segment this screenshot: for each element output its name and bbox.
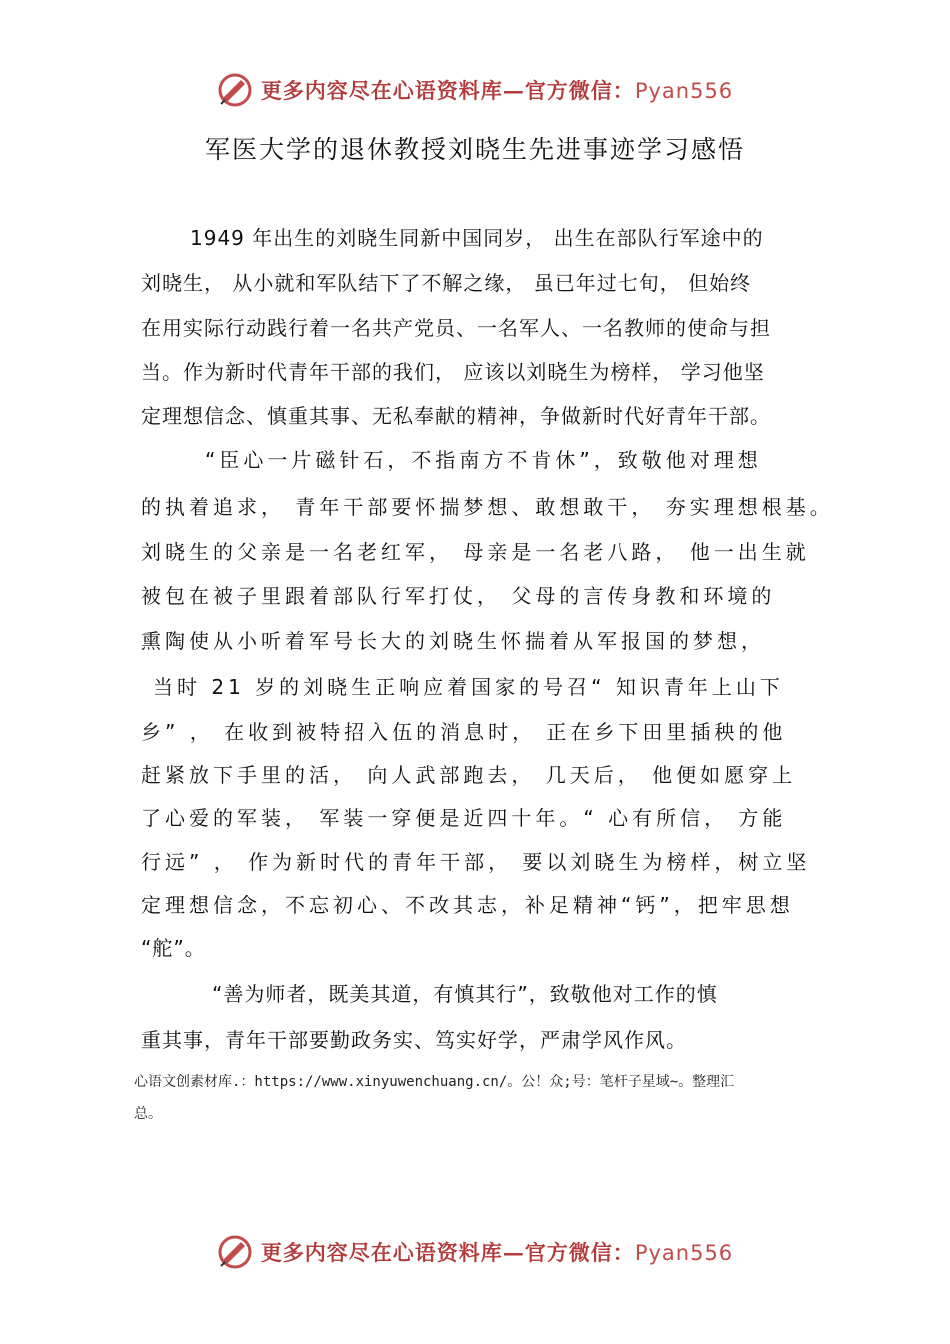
banner-wechat-id: Pyan556	[634, 79, 734, 103]
document-title: 军医大学的退休教授刘晓生先进事迹学习感悟	[204, 135, 745, 164]
banner-text	[261, 75, 733, 105]
body-line: 当时 21 岁的刘晓生正响应着国家的号召“ 知识青年上山下	[153, 675, 784, 699]
banner-main-text: 更多内容尽在心语资料库	[260, 1240, 503, 1265]
body-line: 行远” ， 作为新时代的青年干部， 要以刘晓生为榜样，树立坚	[141, 850, 811, 874]
body-line: “舵”。	[141, 936, 206, 960]
banner-dash: —	[502, 78, 525, 103]
body-line: 了心爱的军装， 军装一穿便是近四十年。“ 心有所信， 方能	[141, 806, 787, 830]
body-line: 重其事，青年干部要勤政务实、笃实好学，严肃学风作风。	[141, 1028, 687, 1052]
footer-banner	[0, 1234, 950, 1270]
body-line: 在用实际行动践行着一名共产党员、一名军人、一名教师的使命与担	[141, 316, 771, 340]
header-banner	[0, 72, 950, 108]
body-line: “善为师者，既美其道，有慎其行”，致敬他对工作的慎	[212, 982, 718, 1006]
body-line: 赶紧放下手里的活， 向人武部跑去， 几天后， 他便如愿穿上	[141, 763, 797, 787]
banner-wechat-label: 官方微信：	[524, 78, 635, 103]
body-line: 定理想信念、慎重其事、无私奉献的精神，争做新时代好青年干部。	[141, 404, 771, 428]
source-note: 心语文创素材库.：https://www.xinyuwenchuang.cn/。公！众;号：笔杆子星域~。整理汇	[134, 1074, 735, 1090]
body-line: “臣心一片磁针石，不指南方不肯休”，致敬他对理想	[205, 448, 762, 472]
source-note: 总。	[134, 1106, 162, 1122]
banner-dash: —	[502, 1240, 525, 1265]
body-line: 的执着追求， 青年干部要怀揣梦想、敢想敢干， 夯实理想根基。	[141, 495, 834, 519]
body-line: 1949 年出生的刘晓生同新中国同岁， 出生在部队行军途中的	[190, 226, 764, 250]
body-line: 当。作为新时代青年干部的我们， 应该以刘晓生为榜样， 学习他坚	[141, 360, 765, 384]
body-line: 被包在被子里跟着部队行军打仗， 父母的言传身教和环境的	[141, 584, 776, 608]
pen-logo-icon	[217, 1234, 253, 1270]
banner-wechat-label: 官方微信：	[524, 1240, 635, 1265]
body-line: 乡” ， 在收到被特招入伍的消息时， 正在乡下田里插秧的他	[141, 720, 787, 744]
pen-logo-icon	[217, 72, 253, 108]
body-line: 刘晓生， 从小就和军队结下了不解之缘， 虽已年过七旬， 但始终	[141, 271, 752, 295]
banner-wechat-id: Pyan556	[634, 1241, 734, 1265]
banner-main-text: 更多内容尽在心语资料库	[260, 78, 503, 103]
body-line: 熏陶使从小听着军号长大的刘晓生怀揣着从军报国的梦想，	[141, 629, 765, 653]
body-line: 刘晓生的父亲是一名老红军， 母亲是一名老八路， 他一出生就	[141, 540, 810, 564]
banner-text	[261, 1237, 733, 1267]
body-line: 定理想信念，不忘初心、不改其志，补足精神“钙”，把牢思想	[141, 893, 794, 917]
